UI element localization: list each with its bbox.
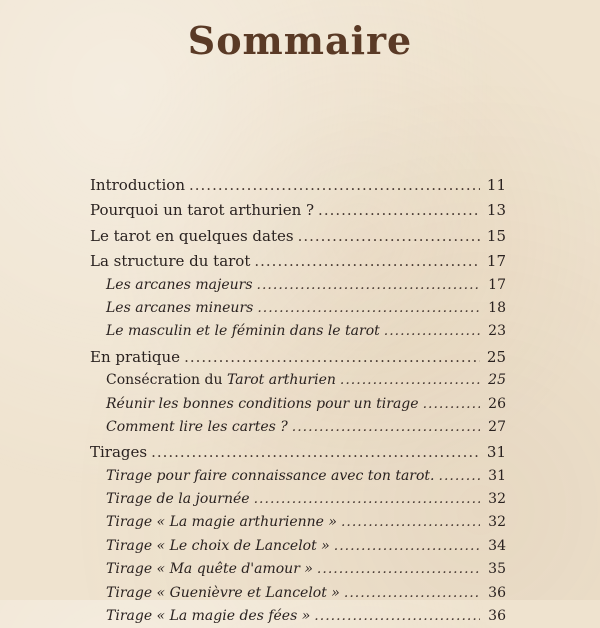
toc-entry-dates[interactable] xyxy=(90,225,506,248)
toc-entry-label: Tirage « La magie des fées » xyxy=(106,608,311,625)
toc-entry-label: Tirage pour faire connaissance avec ton tarot. xyxy=(106,467,435,484)
dot-leader xyxy=(314,605,480,628)
toc-entry-label: Le tarot en quelques dates xyxy=(90,226,294,245)
toc-entry-page: 36 xyxy=(488,608,506,625)
table-of-contents xyxy=(90,174,506,628)
toc-entry-masculin-feminin[interactable] xyxy=(90,320,506,343)
toc-entry-page: 18 xyxy=(488,299,506,316)
toc-entry-label-title: Tarot arthurien xyxy=(226,372,336,389)
toc-entry-label: Le masculin et le féminin dans le tarot xyxy=(106,323,380,340)
toc-entry-page: 31 xyxy=(486,443,506,462)
toc-entry-journee[interactable] xyxy=(90,488,506,511)
toc-entry-page: 32 xyxy=(488,491,506,508)
toc-entry-label: La structure du tarot xyxy=(90,252,251,271)
toc-entry-page: 26 xyxy=(488,395,506,412)
toc-entry-label: Tirage « Guenièvre et Lancelot » xyxy=(106,584,340,601)
toc-entry-page: 23 xyxy=(488,323,506,340)
dot-leader xyxy=(344,582,480,605)
toc-entry-label: Tirage « Ma quête d'amour » xyxy=(106,561,313,578)
toc-entry-connaissance[interactable] xyxy=(90,465,506,488)
toc-entry-label: En pratique xyxy=(90,347,181,366)
toc-entry-label: Tirage de la journée xyxy=(106,491,250,508)
toc-entry-label: Tirage « Le choix de Lancelot » xyxy=(106,537,330,554)
toc-entry-structure[interactable] xyxy=(90,250,506,273)
toc-entry-label: Pourquoi un tarot arthurien ? xyxy=(90,201,315,220)
toc-entry-arcanes-majeurs[interactable] xyxy=(90,274,506,297)
toc-entry-en-pratique[interactable] xyxy=(90,346,506,369)
toc-entry-label: Introduction xyxy=(90,176,185,194)
dot-leader xyxy=(423,393,480,416)
toc-entry-page: 17 xyxy=(488,276,506,293)
toc-entry-arcanes-mineurs[interactable] xyxy=(90,297,506,320)
toc-entry-label xyxy=(106,369,336,392)
toc-entry-page: 13 xyxy=(486,201,506,220)
toc-entry-label: Tirages xyxy=(90,443,148,462)
toc-entry-magie-arthurienne[interactable] xyxy=(90,511,506,534)
dot-leader xyxy=(254,250,480,273)
toc-entry-page: 36 xyxy=(488,584,506,601)
toc-entry-page: 31 xyxy=(488,467,506,484)
toc-entry-page: 27 xyxy=(488,418,506,435)
toc-entry-label: Les arcanes mineurs xyxy=(106,299,254,316)
dot-leader xyxy=(334,535,480,558)
toc-entry-quete-amour[interactable] xyxy=(90,558,506,581)
toc-entry-page: 11 xyxy=(486,176,506,194)
dot-leader xyxy=(340,369,480,392)
toc-entry-introduction[interactable] xyxy=(90,174,506,197)
dot-leader xyxy=(257,297,480,320)
dot-leader xyxy=(184,346,480,369)
toc-entry-page: 17 xyxy=(486,252,506,271)
page-title: Sommaire xyxy=(187,18,413,63)
dot-leader xyxy=(257,274,480,297)
dot-leader xyxy=(318,199,480,222)
dot-leader xyxy=(317,558,480,581)
toc-entry-page: 25 xyxy=(486,347,506,366)
toc-entry-page: 32 xyxy=(488,514,506,531)
toc-entry-consecration[interactable] xyxy=(90,369,506,392)
toc-entry-lire-cartes[interactable] xyxy=(90,416,506,439)
toc-entry-page: 25 xyxy=(488,372,506,389)
toc-entry-page: 34 xyxy=(488,537,506,554)
dot-leader xyxy=(341,511,480,534)
dot-leader xyxy=(292,416,480,439)
dot-leader xyxy=(298,225,480,248)
dot-leader xyxy=(151,441,480,464)
toc-entry-label: Les arcanes majeurs xyxy=(106,276,253,293)
toc-entry-guenievre-lancelot[interactable] xyxy=(90,582,506,605)
toc-entry-choix-lancelot[interactable] xyxy=(90,535,506,558)
toc-entry-label: Comment lire les cartes ? xyxy=(106,418,288,435)
toc-entry-page: 15 xyxy=(486,226,506,245)
toc-entry-label: Réunir les bonnes conditions pour un tirage xyxy=(106,395,419,412)
toc-entry-page: 35 xyxy=(488,561,506,578)
toc-entry-magie-fees[interactable] xyxy=(90,605,506,628)
dot-leader xyxy=(384,320,480,343)
dot-leader xyxy=(254,488,480,511)
dot-leader xyxy=(439,465,481,488)
dot-leader xyxy=(189,174,480,197)
toc-entry-label: Tirage « La magie arthurienne » xyxy=(106,514,337,531)
toc-entry-label-prefix: Consécration du xyxy=(106,372,227,389)
toc-entry-tirages[interactable] xyxy=(90,441,506,464)
toc-entry-pourquoi[interactable] xyxy=(90,199,506,222)
toc-entry-conditions[interactable] xyxy=(90,393,506,416)
